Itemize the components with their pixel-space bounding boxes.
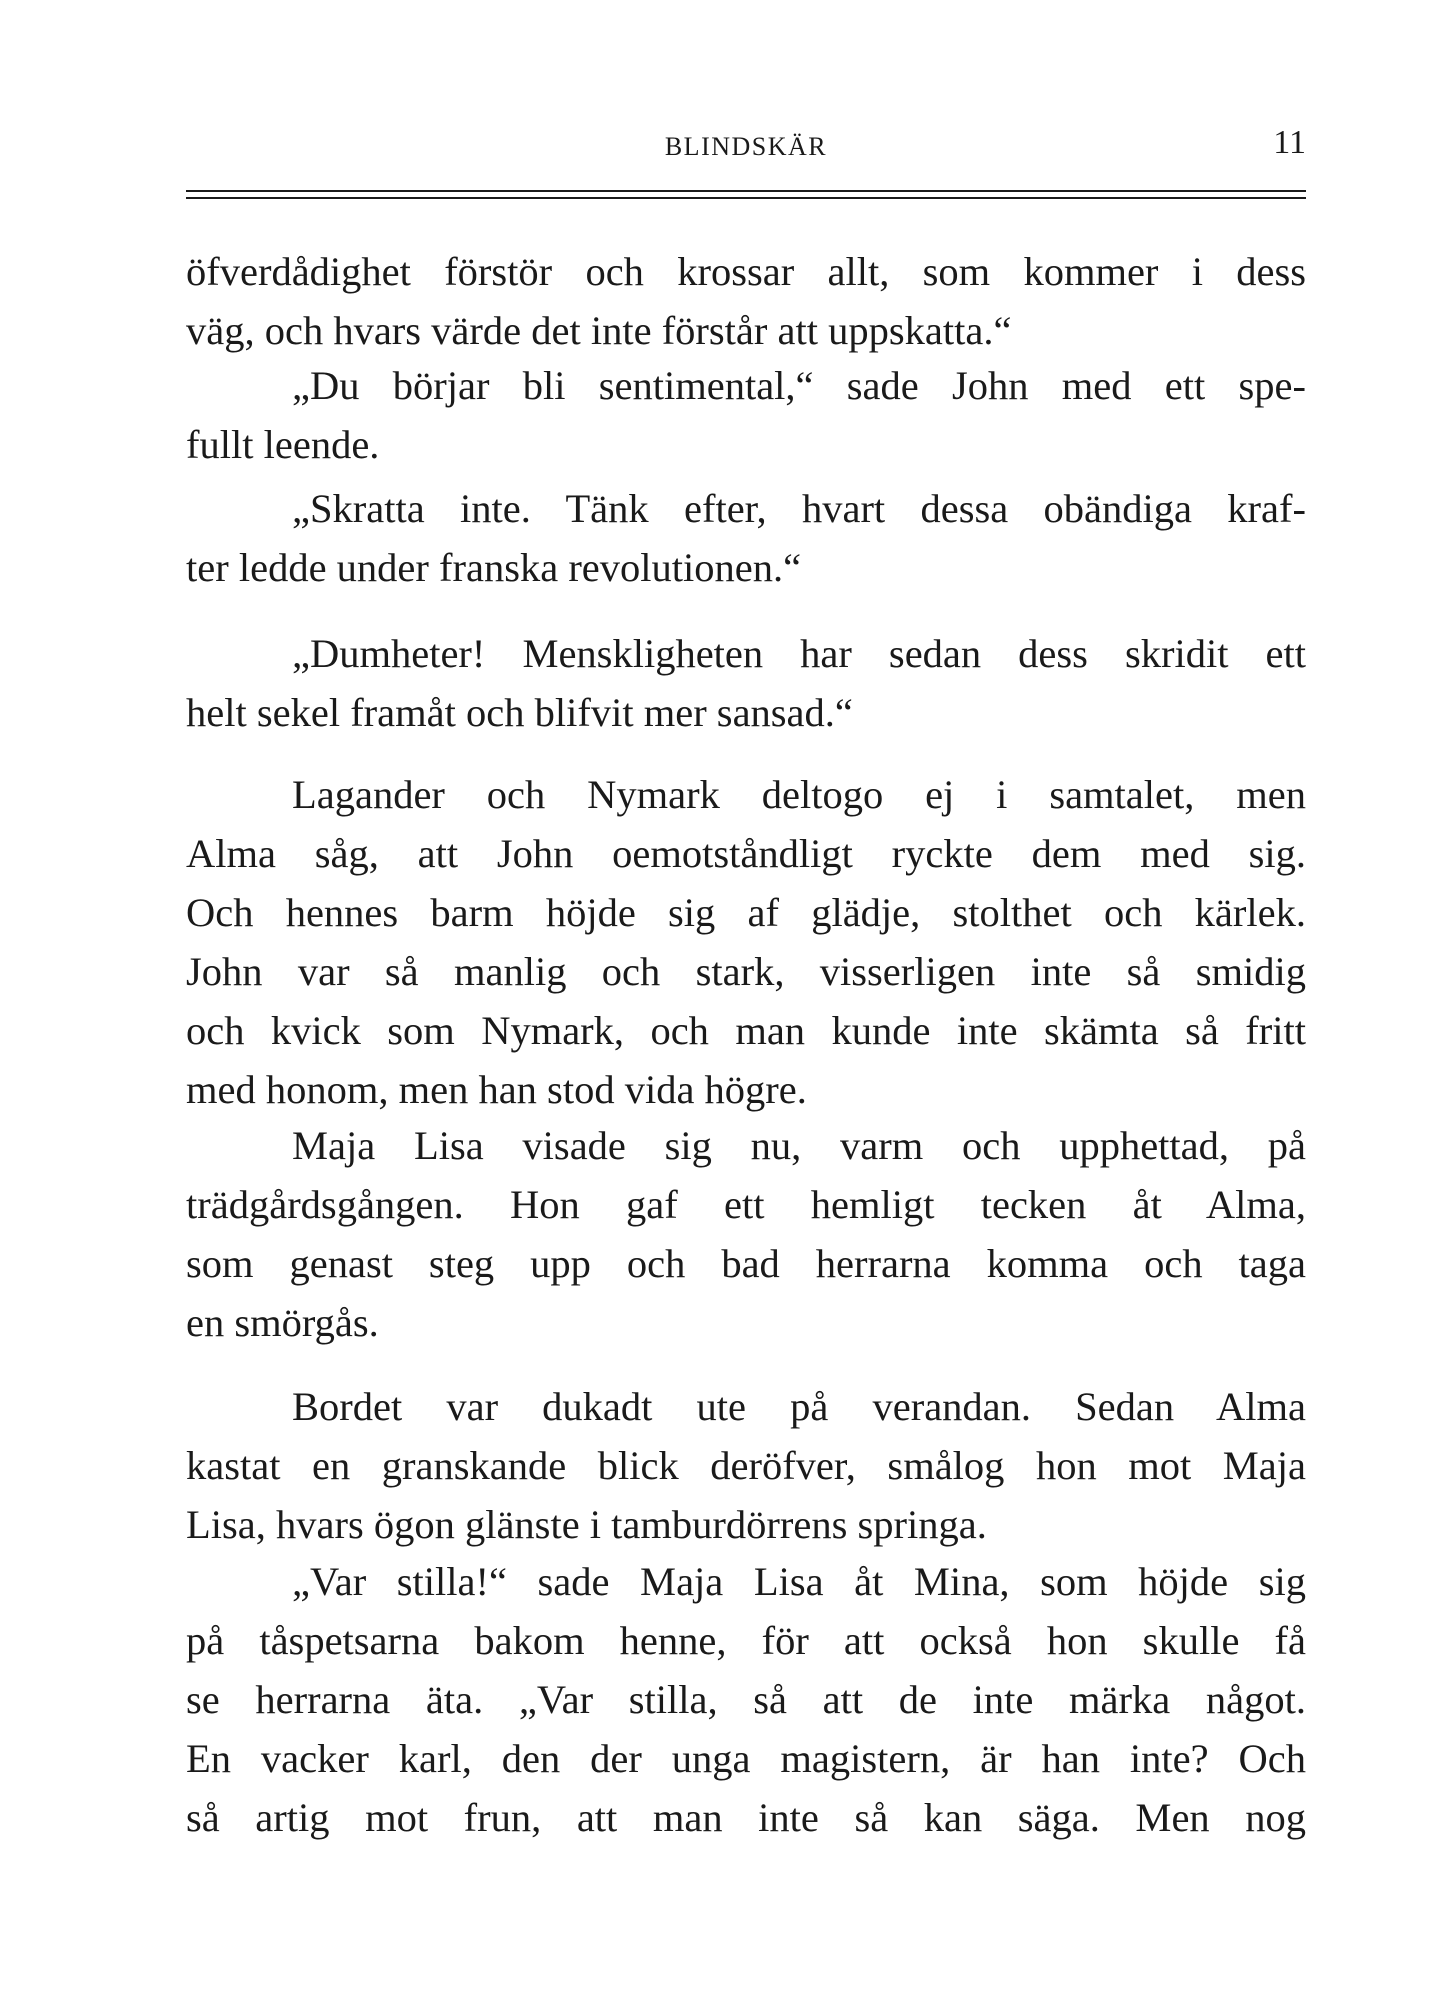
text-line: kastat en granskande blick deröfver, smålog hon mot Maja: [186, 1443, 1306, 1488]
text-line: „Var stilla!“ sade Maja Lisa åt Mina, som höjde sig: [292, 1559, 1306, 1604]
text-line: Bordet var dukadt ute på verandan. Sedan Alma: [292, 1384, 1306, 1429]
text-line: „Skratta inte. Tänk efter, hvart dessa obändiga kraf-: [292, 486, 1306, 531]
text-line: öfverdådighet förstör och krossar allt, som kommer i dess: [186, 249, 1306, 294]
text-line: med honom, men han stod vida högre.: [186, 1067, 807, 1112]
paragraph: [186, 242, 1306, 360]
text-line: Maja Lisa visade sig nu, varm och upphettad, på: [292, 1123, 1306, 1168]
paragraph: [186, 1552, 1306, 1847]
text-line: helt sekel framåt och blifvit mer sansad.“: [186, 690, 853, 735]
header-double-rule: [186, 190, 1306, 199]
paragraph: [186, 356, 1306, 474]
text-line: väg, och hvars värde det inte förstår att uppskatta.“: [186, 308, 1012, 353]
text-line: Lagander och Nymark deltogo ej i samtalet, men: [292, 772, 1306, 817]
text-line: och kvick som Nymark, och man kunde inte skämta så fritt: [186, 1008, 1306, 1053]
text-line: En vacker karl, den der unga magistern, är han inte? Och: [186, 1736, 1306, 1781]
text-line: fullt leende.: [186, 422, 380, 467]
paragraph: [186, 624, 1306, 742]
paragraph: [186, 1377, 1306, 1554]
text-line: Och hennes barm höjde sig af glädje, stolthet och kärlek.: [186, 890, 1306, 935]
text-line: „Dumheter! Menskligheten har sedan dess skridit ett: [292, 631, 1306, 676]
paragraph: [186, 1116, 1306, 1352]
text-line: så artig mot frun, att man inte så kan säga. Men nog: [186, 1795, 1306, 1840]
text-line: John var så manlig och stark, visserligen inte så smidig: [186, 949, 1306, 994]
paragraph: [186, 479, 1306, 597]
text-line: Lisa, hvars ögon glänste i tamburdörrens springa.: [186, 1502, 987, 1547]
text-line: på tåspetsarna bakom henne, för att också hon skulle få: [186, 1618, 1306, 1663]
paragraph: [186, 765, 1306, 1119]
page-number: 11: [1273, 124, 1306, 161]
text-line: trädgårdsgången. Hon gaf ett hemligt tecken åt Alma,: [186, 1182, 1306, 1227]
running-title: BLINDSKÄR: [664, 132, 828, 161]
text-line: en smörgås.: [186, 1300, 379, 1345]
text-line: ter ledde under franska revolutionen.“: [186, 545, 802, 590]
text-line: „Du börjar bli sentimental,“ sade John med ett spe-: [292, 363, 1306, 408]
text-line: som genast steg upp och bad herrarna komma och taga: [186, 1241, 1306, 1286]
text-line: Alma såg, att John oemotståndligt ryckte dem med sig.: [186, 831, 1306, 876]
running-head: [186, 124, 1306, 168]
text-line: se herrarna äta. „Var stilla, så att de inte märka något.: [186, 1677, 1306, 1722]
